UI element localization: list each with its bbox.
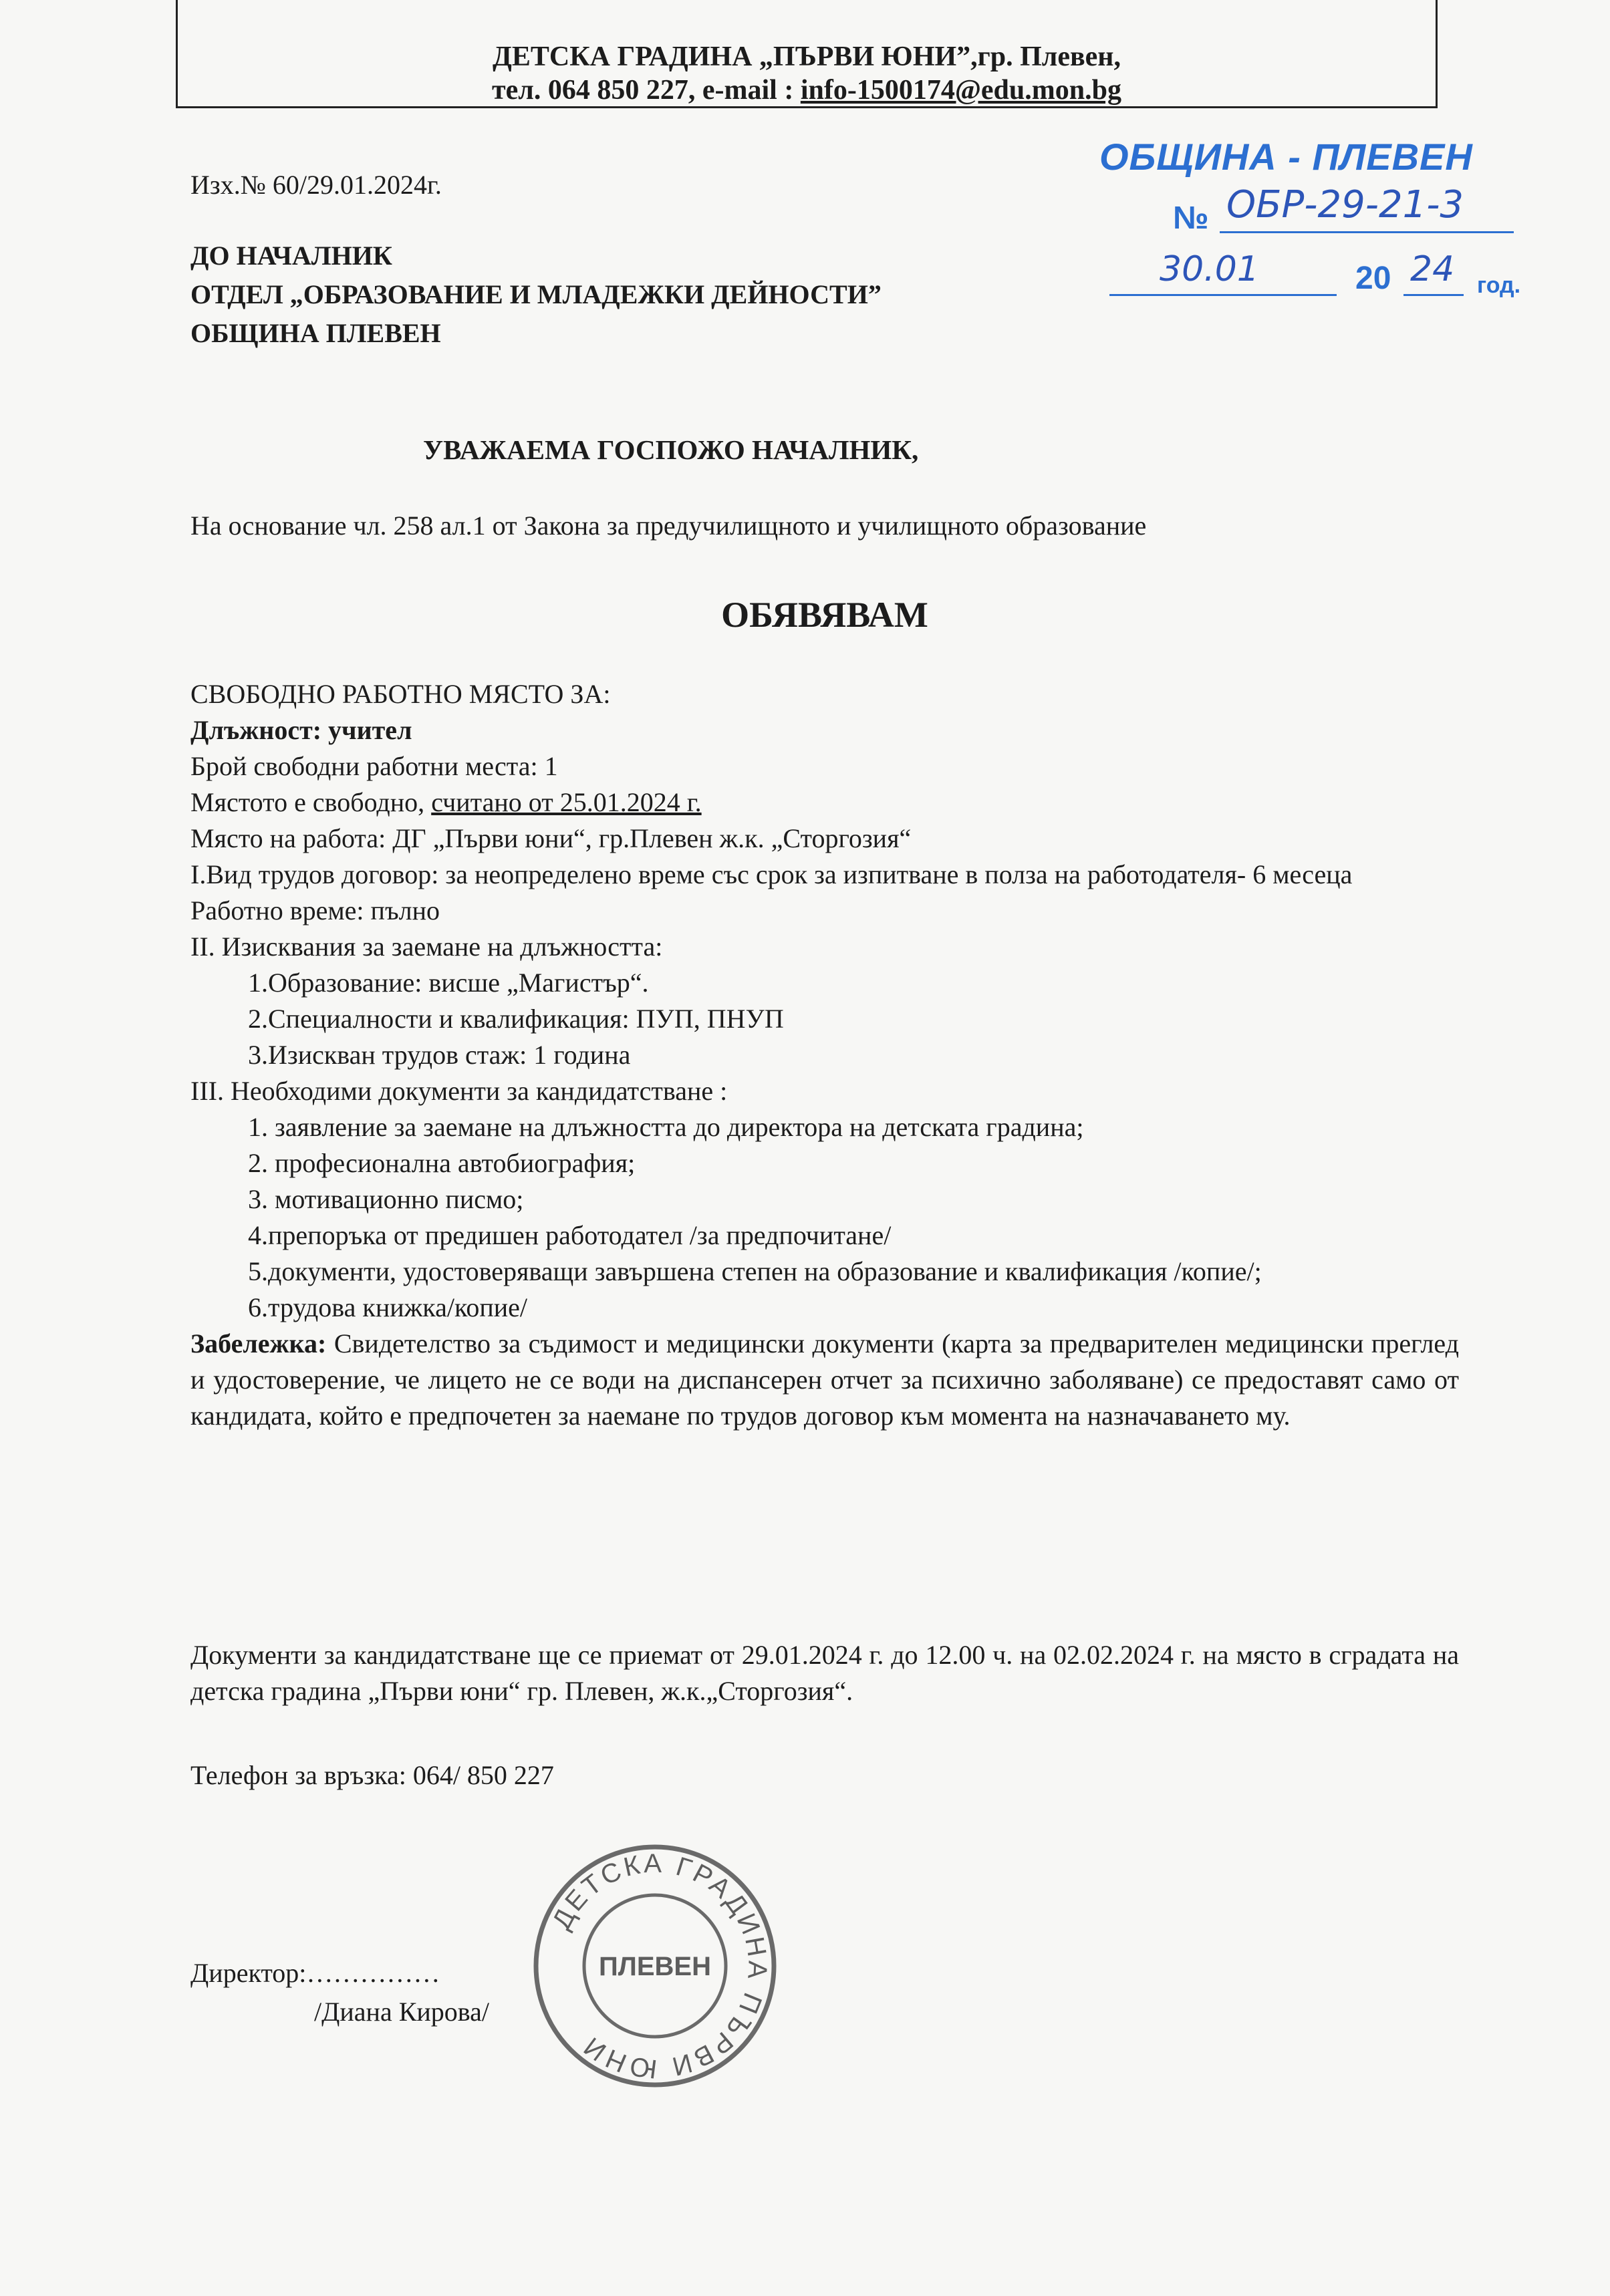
requirements-heading: II. Изисквания за заемане на длъжността: [190, 931, 663, 962]
outgoing-number: Изх.№ 60/29.01.2024г. [190, 170, 442, 200]
document-item: 2. професионална автобиография; [248, 1148, 636, 1178]
requirement-item: 3.Изискван трудов стаж: 1 година [248, 1040, 631, 1070]
recipient-line-1: ДО НАЧАЛНИК [190, 241, 392, 271]
vacancy-free-date: считано от 25.01.2024 г. [431, 787, 702, 817]
vacancy-heading: СВОБОДНО РАБОТНО МЯСТО ЗА: [190, 679, 611, 709]
signature-label: Директор:…………… [190, 1958, 440, 1988]
vacancy-hours: Работно време: пълно [190, 895, 440, 925]
document-item: 1. заявление за заемане на длъжността до директора на детската градина; [248, 1112, 1084, 1142]
legal-basis: На основание чл. 258 ал.1 от Закона за предучилищното и училищното образование [190, 511, 1147, 541]
vacancy-free-prefix: Мястото е свободно, [190, 787, 432, 817]
documents-heading: III. Необходими документи за кандидатстване : [190, 1076, 728, 1106]
vacancy-workplace: Място на работа: ДГ „Първи юни“, гр.Плевен ж.к. „Сторгозия“ [190, 823, 912, 853]
registration-number: ОБР-29-21-3 [1226, 183, 1464, 227]
seal-center-text: ПЛЕВЕН [599, 1952, 711, 1981]
registration-stamp [1096, 136, 1524, 306]
submission-paragraph: Документи за кандидатстване ще се приемат от 29.01.2024 г. до 12.00 ч. на 02.02.2024 г. на място в сградата на детска градина „Първи юни“ гр. Плевен, ж.к.„Сторгозия“. [190, 1640, 1459, 1706]
vacancy-free-line [190, 784, 1459, 821]
document-item: 3. мотивационно писмо; [248, 1184, 524, 1214]
contact-phone: Телефон за връзка: 064/ 850 227 [190, 1760, 554, 1790]
document-item: 5.документи, удостоверяващи завършена степен на образование и квалификация /копие/; [248, 1256, 1262, 1286]
registration-stamp-title: ОБЩИНА - ПЛЕВЕН [1099, 136, 1473, 178]
announce-heading: ОБЯВЯВАМ [721, 595, 928, 635]
registration-year-underline [1403, 294, 1464, 296]
header-line-2 [176, 72, 1438, 108]
registration-date: 30.01 [1160, 249, 1259, 289]
salutation: УВАЖАЕМА ГОСПОЖО НАЧАЛНИК, [423, 434, 919, 465]
seal-ring-text: ДЕТСКА ГРАДИНА ПЪРВИ ЮНИ [547, 1848, 773, 2084]
signature-name: /Диана Кирова/ [314, 1997, 490, 2027]
registration-date-underline [1109, 294, 1337, 296]
vacancy-count: Брой свободни работни места: 1 [190, 751, 558, 781]
note-text: Свидетелство за съдимост и медицински документи (карта за предварителен медицински преглед и удостоверение, че лицето не се води на диспансерен отчет за психично заболяване) се предоставят само от кандидата, който е предпочетен за наемане по трудов договор към момента на назначаването му. [190, 1328, 1459, 1431]
registration-year-prefix: 20 [1355, 261, 1391, 296]
vacancy-contract: I.Вид трудов договор: за неопределено време със срок за изпитване в полза на работодателя- 6 месеца [190, 859, 1353, 889]
vacancy-section [190, 676, 1459, 1434]
header-line-1: ДЕТСКА ГРАДИНА „ПЪРВИ ЮНИ”,гр. Плевен, [492, 41, 1121, 72]
header-email-link[interactable]: info-1500174@edu.mon.bg [800, 75, 1121, 106]
requirement-item: 2.Специалности и квалификация: ПУП, ПНУП [248, 1004, 784, 1034]
document-item: 4.препоръка от предишен работодател /за предпочитане/ [248, 1220, 892, 1250]
note-label: Забележка: [190, 1328, 327, 1358]
registration-number-label: № [1173, 200, 1209, 236]
document-item: 6.трудова книжка/копие/ [248, 1292, 528, 1322]
recipient-line-3: ОБЩИНА ПЛЕВЕН [190, 318, 441, 348]
registration-year-word: год. [1477, 273, 1521, 298]
note-paragraph [190, 1326, 1459, 1434]
header-contact: тел. 064 850 227, e-mail : [492, 75, 801, 106]
recipient-line-2: ОТДЕЛ „ОБРАЗОВАНИЕ И МЛАДЕЖКИ ДЕЙНОСТИ” [190, 279, 882, 309]
vacancy-position: Длъжност: учител [190, 715, 412, 745]
round-seal [528, 1839, 782, 2093]
registration-underline [1220, 231, 1514, 233]
requirement-item: 1.Образование: висше „Магистър“. [248, 968, 649, 998]
registration-year-suffix: 24 [1410, 249, 1455, 289]
